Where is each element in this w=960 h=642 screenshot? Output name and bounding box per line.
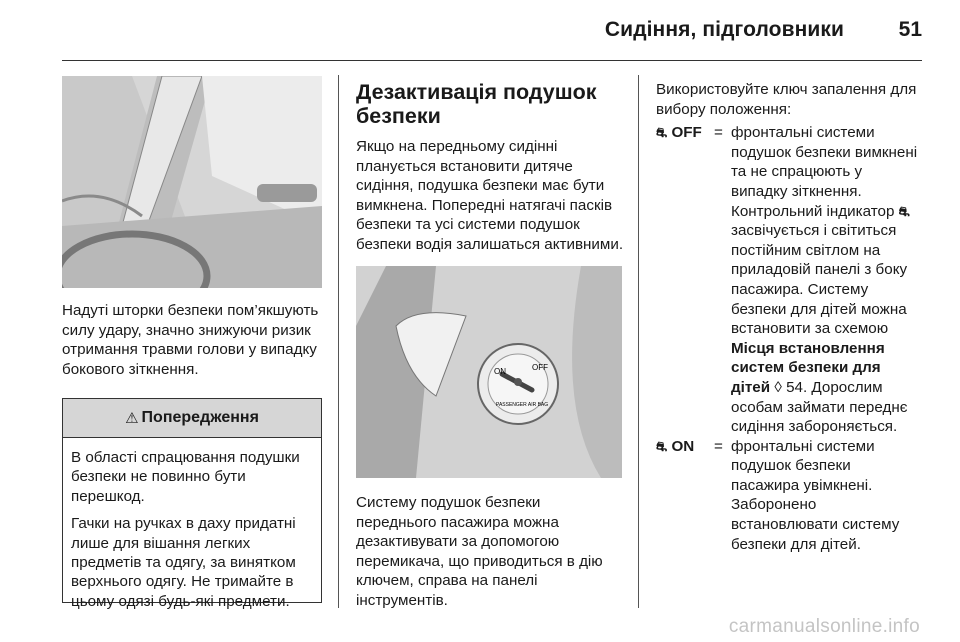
section-title: Дезактивація подушок безпеки <box>356 80 597 128</box>
off-text-ref: 54. Дорослим особам займати переднє сидіння забороняється. <box>731 378 908 436</box>
column-1 <box>62 301 324 379</box>
warning-icon: ⚠ <box>125 410 139 427</box>
switch-off-label: OFF <box>532 363 548 372</box>
child-seat-reference-link[interactable]: Місця встановлення систем безпеки для дітей <box>731 339 885 396</box>
warning-paragraph: Гачки на ручках в даху придатні лише для вішання легких предметів та одягу, за винятком верхнього одягу. Не тримайте в цьому одязі будь-які предмети. <box>71 515 296 610</box>
warning-box <box>62 398 322 610</box>
page-ref-icon: ◊ <box>774 378 782 396</box>
warning-body <box>63 438 321 611</box>
equals-sign: = <box>714 437 723 455</box>
on-key-label: ON <box>671 437 695 455</box>
airbag-off-indicator-icon: ⛐ <box>898 203 910 219</box>
warning-paragraph: В області спрацювання подушки безпеки не повинно бути перешкод. <box>71 449 300 505</box>
page-header <box>62 0 922 61</box>
column-3 <box>656 80 928 554</box>
warning-title: Попередження <box>141 409 259 426</box>
column-divider <box>638 75 639 608</box>
column-2-lower <box>356 493 624 611</box>
curtain-airbag-illustration <box>62 76 322 288</box>
column-2 <box>356 80 624 255</box>
off-definition <box>656 123 928 437</box>
curtain-airbag-text: Надуті шторки безпеки пом’якшують силу удару, значно знижуючи ризик отримання травми голови у випадку бокового зіткнення. <box>62 302 319 378</box>
section-intro: Якщо на передньому сидінні планується встановити дитяче сидіння, подушка безпеки має бути вимкнена. Попередні натягачі пасків безпеки та усі системи подушок безпеки водія залишаться активними. <box>356 138 624 253</box>
switch-on-label: ON <box>494 367 506 376</box>
on-text: фронтальні системи подушок безпеки пасажира увімкнені. Заборонено встановлювати систему безпеки для дітей. <box>731 437 900 553</box>
off-key-label: OFF <box>671 124 702 142</box>
airbag-switch-illustration <box>356 266 622 478</box>
airbag-on-icon: ⛐ <box>656 438 668 454</box>
switch-caption: PASSENGER AIR BAG <box>496 402 549 408</box>
key-instruction: Використовуйте ключ запалення для вибору положення: <box>656 81 917 118</box>
page-title: Сидіння, підголовники <box>604 18 844 41</box>
warning-header <box>63 399 321 438</box>
switch-description: Систему подушок безпеки переднього пасажира можна дезактивувати за допомогою перемикача, що приводиться в дію ключем, справа на панелі інструментів. <box>356 494 603 609</box>
off-text-b: засвічується і світиться постійним світлом на приладовій панелі з боку пасажира. Систему безпеки для дітей можна встановити за схемою <box>731 222 908 338</box>
on-definition <box>656 437 928 555</box>
equals-sign: = <box>714 124 723 142</box>
column-divider <box>338 75 339 608</box>
airbag-off-icon: ⛐ <box>656 125 668 141</box>
watermark: carmanualsonline.info <box>728 616 920 637</box>
page-number: 51 <box>898 18 922 41</box>
off-text-a: фронтальні системи подушок безпеки вимкнені та не спрацюють у випадку зіткнення. Контрольний індикатор <box>731 124 918 220</box>
